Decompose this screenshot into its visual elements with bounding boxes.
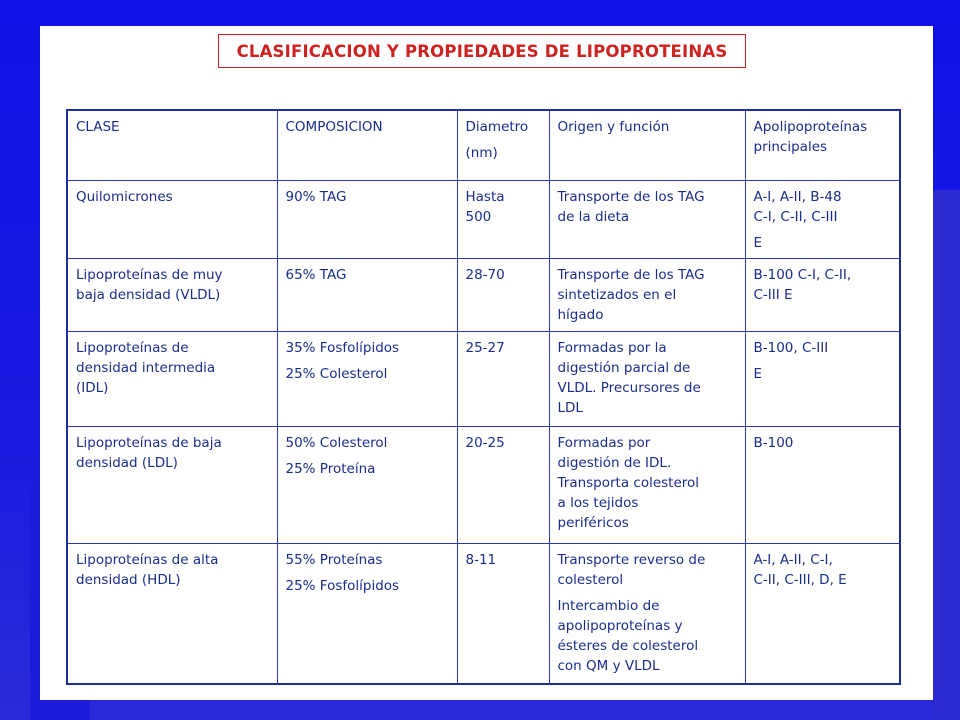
cell-origen: Formadas por digestión de IDL. Transporta colesterol a los tejidos periféricos — [549, 426, 745, 543]
cell-clase: Quilomicrones — [67, 180, 277, 258]
cell-origen: Transporte de los TAG de la dieta — [549, 180, 745, 258]
cell-composicion: 65% TAG — [277, 258, 457, 331]
background-block-right — [933, 190, 960, 720]
cell-apo: B-100 C-I, C-II, C-III E — [745, 258, 900, 331]
cell-diametro: 20-25 — [457, 426, 549, 543]
lipoprotein-table — [66, 109, 901, 685]
header-cell-origen: Origen y función — [549, 110, 745, 180]
cell-origen: Transporte de los TAG sintetizados en el hígado — [549, 258, 745, 331]
header-cell-composicion: COMPOSICION — [277, 110, 457, 180]
cell-clase: Lipoproteínas de alta densidad (HDL) — [67, 543, 277, 684]
cell-clase: Lipoproteínas de muy baja densidad (VLDL) — [67, 258, 277, 331]
cell-composicion: 90% TAG — [277, 180, 457, 258]
cell-clase: Lipoproteínas de densidad intermedia (IDL) — [67, 331, 277, 426]
header-cell-diametro: Diametro (nm) — [457, 110, 549, 180]
cell-composicion: 55% Proteínas 25% Fosfolípidos — [277, 543, 457, 684]
cell-origen: Transporte reverso de colesterol Intercambio de apolipoproteínas y ésteres de colesterol con QM y VLDL — [549, 543, 745, 684]
slide-title: CLASIFICACION Y PROPIEDADES DE LIPOPROTEINAS — [218, 34, 746, 68]
header-cell-clase: CLASE — [67, 110, 277, 180]
table-header-row — [67, 110, 900, 180]
table-row — [67, 258, 900, 331]
table-row — [67, 543, 900, 684]
table-row — [67, 426, 900, 543]
table-row — [67, 331, 900, 426]
cell-diametro: 8-11 — [457, 543, 549, 684]
cell-apo: B-100, C-III E — [745, 331, 900, 426]
header-cell-apo: Apolipoproteínas principales — [745, 110, 900, 180]
cell-diametro: 25-27 — [457, 331, 549, 426]
cell-diametro: Hasta 500 — [457, 180, 549, 258]
cell-clase: Lipoproteínas de baja densidad (LDL) — [67, 426, 277, 543]
cell-composicion: 35% Fosfolípidos 25% Colesterol — [277, 331, 457, 426]
cell-origen: Formadas por la digestión parcial de VLDL. Precursores de LDL — [549, 331, 745, 426]
cell-apo: A-I, A-II, B-48 C-I, C-II, C-III E — [745, 180, 900, 258]
slide-canvas — [40, 26, 933, 700]
table-row — [67, 180, 900, 258]
cell-apo: A-I, A-II, C-I, C-II, C-III, D, E — [745, 543, 900, 684]
cell-diametro: 28-70 — [457, 258, 549, 331]
cell-composicion: 50% Colesterol 25% Proteína — [277, 426, 457, 543]
cell-apo: B-100 — [745, 426, 900, 543]
